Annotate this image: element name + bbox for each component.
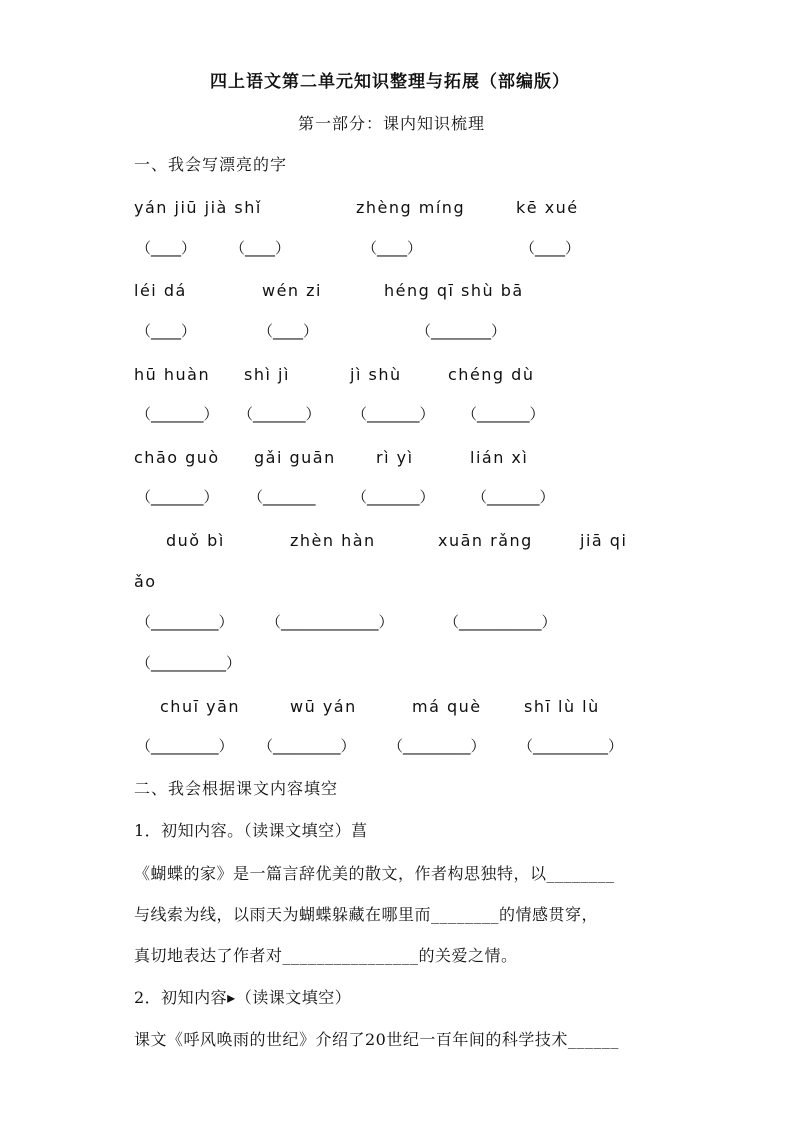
question-2-label: 2．初知内容▸（读课文填空） [134, 988, 352, 1007]
answer-blank[interactable]: （_______） [352, 488, 435, 506]
answer-blank[interactable]: （_______） [462, 405, 545, 423]
section-heading-fill-in: 二、我会根据课文内容填空 [134, 779, 339, 798]
pinyin-item: shī lù lù [524, 697, 600, 716]
pinyin-item: léi dá [134, 281, 187, 300]
pinyin-item: má què [412, 697, 482, 716]
pinyin-item: chāo guò [134, 448, 220, 467]
answer-blank[interactable]: （_________） [136, 613, 234, 631]
answer-blank[interactable]: （____） [136, 239, 197, 257]
pinyin-item: chéng dù [448, 365, 535, 384]
question-2-line: 课文《呼风唤雨的世纪》介绍了20世纪一百年间的科学技术______ [134, 1030, 619, 1049]
pinyin-item: jiā qi [580, 531, 628, 550]
answer-blank[interactable]: （_________） [258, 737, 356, 755]
answer-blank[interactable]: （____） [520, 239, 581, 257]
answer-blank[interactable]: （________） [416, 322, 507, 340]
answer-blank[interactable]: （__________） [136, 654, 242, 672]
pinyin-item: hū huàn [134, 365, 211, 384]
answer-blank[interactable]: （____） [230, 239, 291, 257]
pinyin-item: zhèng míng [356, 198, 466, 217]
question-1-label: 1．初知内容。（读课文填空）菖 [134, 821, 368, 840]
pinyin-item: shì jì [244, 365, 290, 384]
question-1-line: 真切地表达了作者对________________的关爱之情。 [134, 946, 518, 965]
pinyin-item: duǒ bì [166, 531, 225, 550]
answer-blank[interactable]: （____） [258, 322, 319, 340]
answer-blank[interactable]: （__________） [518, 737, 624, 755]
answer-blank[interactable]: （_______） [472, 488, 555, 506]
section-heading-handwriting: 一、我会写漂亮的字 [134, 155, 288, 174]
pinyin-item: ǎo [134, 572, 157, 591]
pinyin-item: héng qī shù bā [384, 281, 524, 300]
pinyin-item: jì shù [350, 365, 402, 384]
answer-blank[interactable]: （____） [362, 239, 423, 257]
answer-blank[interactable]: （_______） [352, 405, 435, 423]
pinyin-item: chuī yān [160, 697, 241, 716]
pinyin-item: kē xué [516, 198, 579, 217]
pinyin-item: xuān rǎng [438, 531, 533, 550]
answer-blank[interactable]: （_______） [238, 405, 321, 423]
pinyin-item: lián xì [470, 448, 529, 467]
answer-blank[interactable]: （_______） [136, 488, 219, 506]
part-subtitle: 第一部分：课内知识梳理 [298, 114, 486, 133]
pinyin-item: rì yì [376, 448, 414, 467]
pinyin-item: wū yán [290, 697, 357, 716]
question-1-line: 与线索为线，以雨天为蝴蝶躲藏在哪里而________的情感贯穿， [134, 905, 599, 924]
answer-blank[interactable]: （_______） [136, 405, 219, 423]
answer-blank[interactable]: （_____________） [266, 613, 394, 631]
question-1-line: 《蝴蝶的家》是一篇言辞优美的散文，作者构思独特，以________ [134, 864, 615, 883]
answer-blank[interactable]: （___________） [444, 613, 557, 631]
answer-blank[interactable]: （_______ [248, 488, 316, 506]
answer-blank[interactable]: （____） [136, 322, 197, 340]
page-title: 四上语文第二单元知识整理与拓展（部编版） [210, 72, 570, 92]
answer-blank[interactable]: （_________） [136, 737, 234, 755]
answer-blank[interactable]: （_________） [388, 737, 486, 755]
pinyin-item: gǎi guān [254, 448, 336, 467]
pinyin-item: yán jiū jià shǐ [134, 198, 262, 217]
pinyin-item: wén zi [262, 281, 322, 300]
pinyin-item: zhèn hàn [290, 531, 376, 550]
